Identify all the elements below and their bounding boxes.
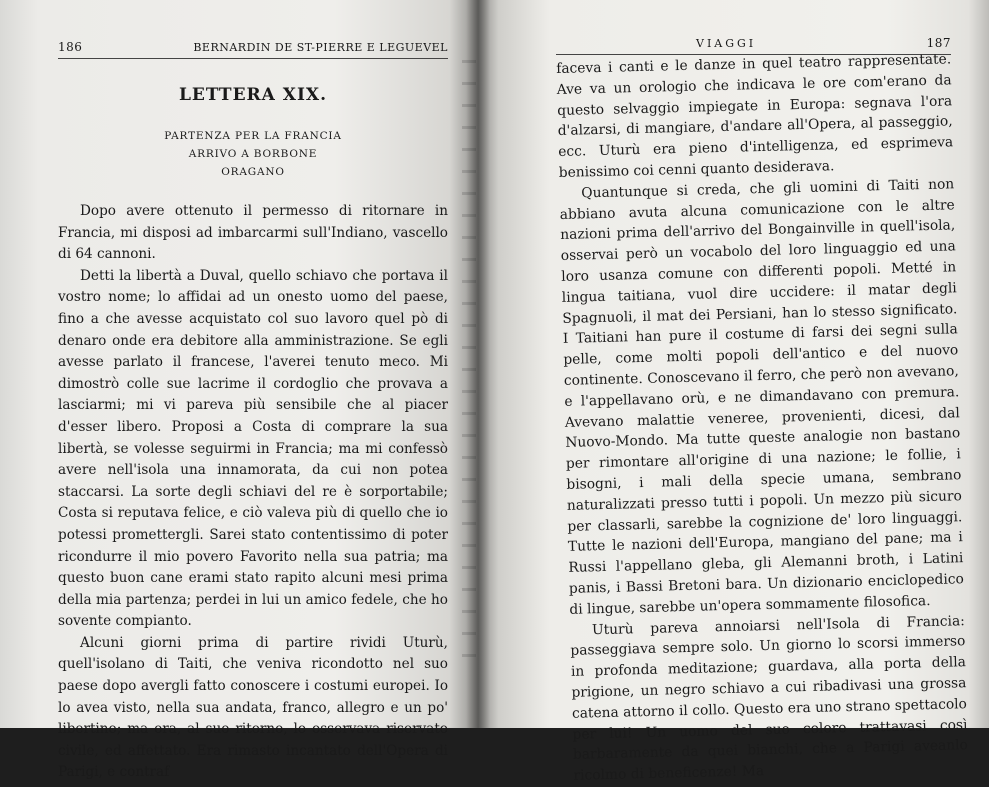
letter-title: LETTERA XIX. xyxy=(178,85,328,105)
paragraph: Detti la libertà a Duval, quello schiavo che portava il vostro nome; lo affidai ad un onesto uomo del paese, fino a che avesse acquistato col suo lavoro quel pò di denaro onde era debitore alla amministrazione. Se egli avesse parlato il francese, l'averei tenuto meco. Mi dimostrò colle sue lacrime il cordoglio che provava a lasciarmi; mi vi pareva più sensibile che al piacer d'esser libero. Proposi a Costa di comprare la sua libertà, se volesse seguirmi in Francia; ma mi confessò avere nell'isola una innamorata, da cui non potea staccarsi. La sorte degli schiavi del re è sorportabile; Costa si reputava felice, e ciò valeva più di quello che io potessi promettergli. Sarei stato contentissimo di poter ricondurre il mio povero Favorito nella sua patria; ma questo buon cane erami stato rapito alcuni mesi prima della mia partenza; perdei in lui un amico fedele, che ho sovente compianto. xyxy=(58,267,448,630)
left-page-body xyxy=(58,201,448,784)
subheading: ORAGANO xyxy=(221,166,285,178)
paragraph: Dopo avere ottenuto il permesso di ritornare in Francia, mi disposi ad imbarcarmi sull'Indiano, vascello di 64 cannoni. xyxy=(58,203,448,263)
book-gutter xyxy=(466,0,490,728)
left-page xyxy=(0,0,478,781)
running-head-title-right: VIAGGI xyxy=(696,37,757,50)
letter-subheadings xyxy=(58,127,448,181)
right-page xyxy=(478,0,989,784)
subheading: ARRIVO A BORBONE xyxy=(188,148,318,160)
paragraph: Alcuni giorni prima di partire rividi Uturù, quell'isolano di Taiti, che veniva ricondotto nel suo paese dopo avergli fatto conoscere i costumi europei. Io lo avea visto, nella sua andata, franco, allegro e un po' libertino; ma ora, al suo ritorno, lo osservava riservato civile, ed affettato. Era rimasto incantato dell'Opera di Parigi, e contraf xyxy=(58,634,448,781)
paragraph: faceva i canti e le danze in quel teatro rappresentate. Ave va un orologio che indicava le ore com'erano da questo selvaggio impiegate in Europa: segnava l'ora d'alzarsi, di mangiare, d'andare all'Opera, al passeggio, ecc. Uturù era pieno d'intelligenza, ed esprimeva benissimo coi cenni quanto desiderava. xyxy=(556,51,954,181)
subheading: PARTENZA PER LA FRANCIA xyxy=(164,130,342,142)
running-head-left xyxy=(58,40,448,59)
paragraph: Quantunque si creda, che gli uomini di Taiti non abbiano avuta alcuna comunicazione con le altre nazioni prima dell'arrivo del Bongainville in quell'isola, osservai però un vocabolo del loro linguaggio ed una loro usanza comune con differenti popoli. Metté in lingua taitiana, vuol dire uccidere: il matar degli Spagnuoli, il mat dei Persiani, han lo stesso significato. I Taitiani han pure il costume di farsi dei segni sulla pelle, come molti popoli dell'antico e del nuovo continente. Conoscevano il ferro, che però non avevano, e l'appellavano orù, e ne dimandavano con premura. Avevano malattie veneree, provenienti, dicesi, dal Nuovo-Mondo. Ma tutte queste analogie non bastano per rimontare all'origine di una nazione; le follie, i bisogni, i mali della specie umana, sembrano naturalizzati presso tutti i popoli. Un mezzo più sicuro per classarli, sarebbe la cognizione de' loro linguaggi. Tutte le nazioni dell'Europa, mangiano del pane; ma i Russi l'appellano gleba, gli Alemanni broth, i Latini panis, i Bassi Bretoni bara. Un dizionario enciclopedico di lingue, sarebbe un'opera sommamente filosofica. xyxy=(559,176,965,618)
page-number-left: 186 xyxy=(58,40,83,54)
paragraph: Uturù pareva annoiarsi nell'Isola di Francia: passeggiava sempre solo. Un giorno lo scorsi immerso in profonda meditazione; guardava, alla porta della prigione, un negro schiavo a cui ribadivasi una grossa catena attorno il collo. Questo era uno strano spettacolo per lui! Un uomo del suo colore trattavasi così barbaramente da quei bianchi, che a Parigi aveanlo ricolmo di beneficenze! Ma xyxy=(570,612,969,784)
right-page-body xyxy=(556,49,969,786)
running-head-title-left: BERNARDIN DE ST-PIERRE E LEGUEVEL xyxy=(193,41,448,54)
page-number-right: 187 xyxy=(926,36,951,50)
